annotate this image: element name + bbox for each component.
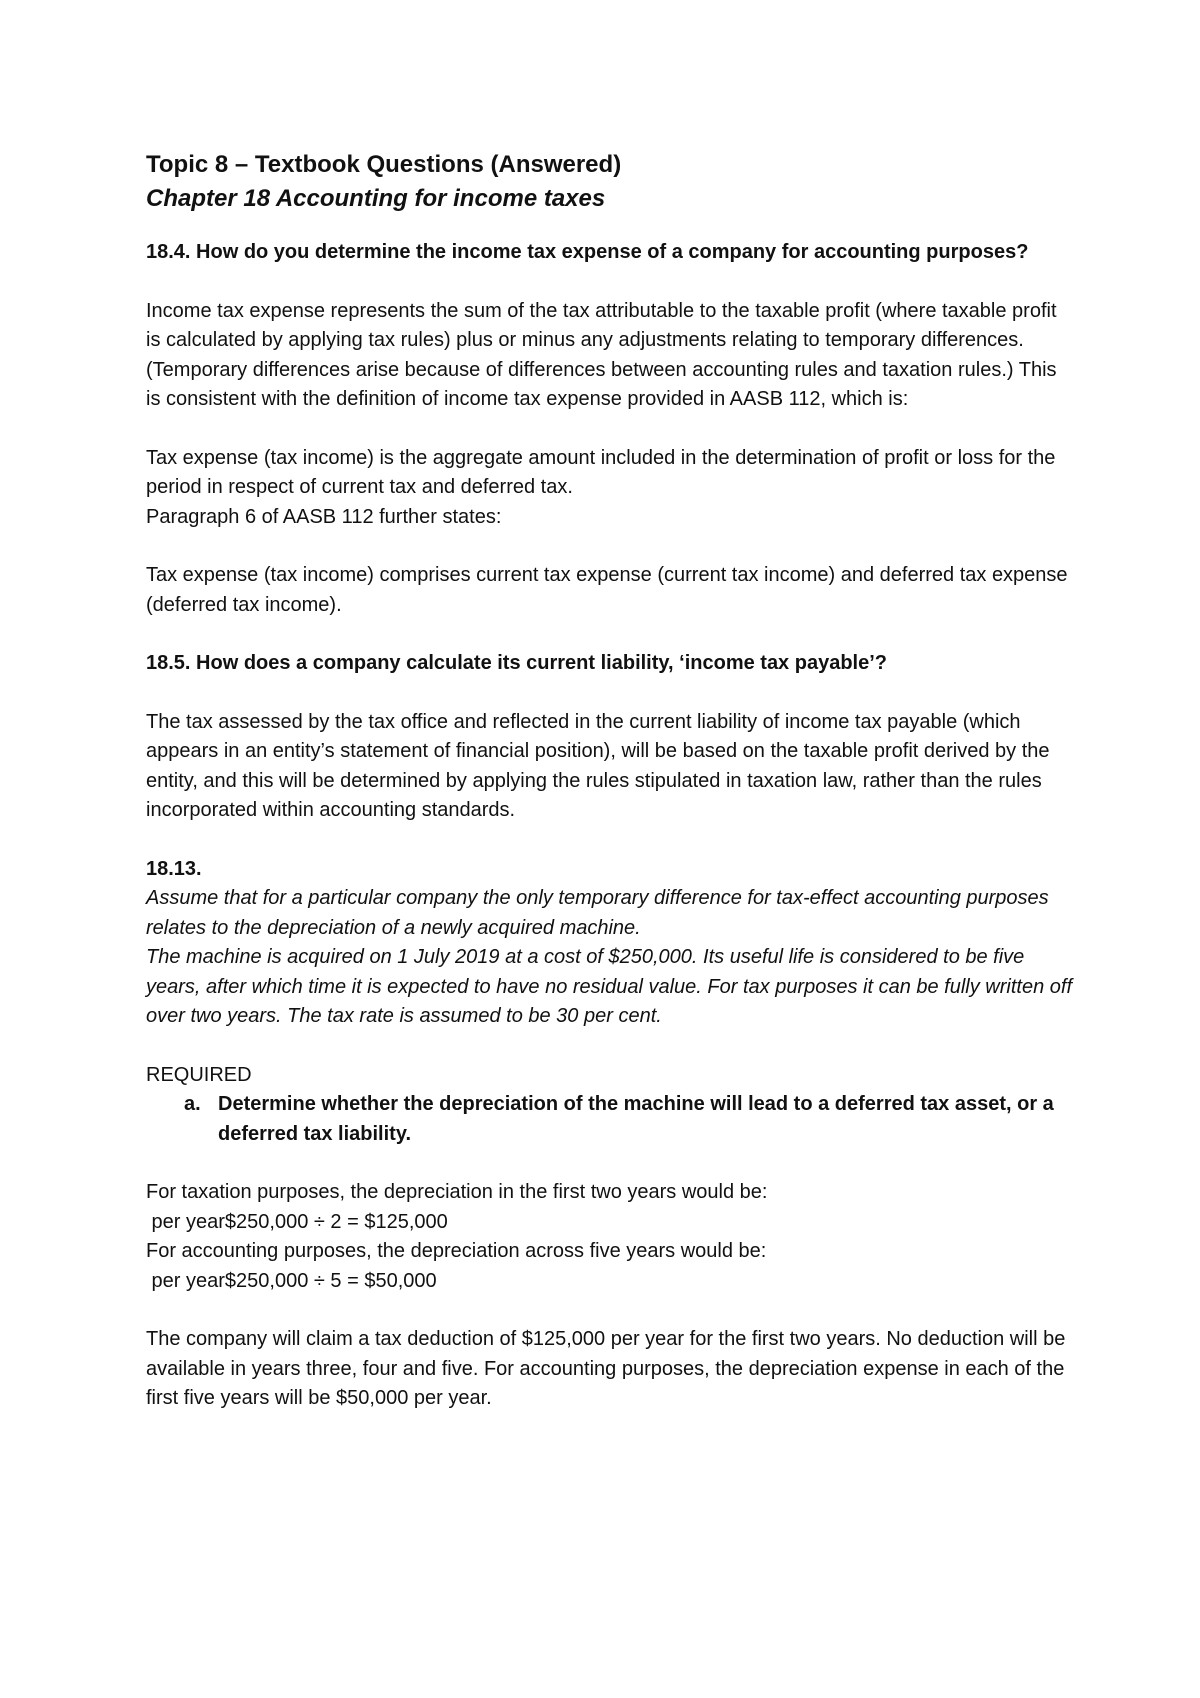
answer-18-4-paragraph-3: Tax expense (tax income) comprises current tax expense (current tax income) and deferred tax expense (deferred tax income). [146,564,1068,616]
answer-18-4-paragraph-1: Income tax expense represents the sum of the tax attributable to the taxable profit (where taxable profit is calculated by applying tax rules) plus or minus any adjustments relating to temporary differences. (Temporary differences arise because of differences between accounting rules and taxation rules.) This is consistent with the definition of income tax expense provided in AASB 112, which is: [146,299,1057,410]
page-subtitle: Chapter 18 Accounting for income taxes [146,185,606,212]
required-item-a [146,1090,1076,1149]
question-18-13-scenario-2: The machine is acquired on 1 July 2019 at a cost of $250,000. Its useful life is considered to be five years, after which time it is expected to have no residual value. For tax purposes it can be fully written off over two years. The tax rate is assumed to be 30 per cent. [146,946,1073,1027]
question-18-4 [146,238,1076,620]
answer-18-4-paragraph-ref: Paragraph 6 of AASB 112 further states: [146,505,502,528]
calc-tax-intro: For taxation purposes, the depreciation in the first two years would be: [146,1181,768,1203]
question-18-5 [146,649,1076,826]
required-item-marker: a. [184,1093,201,1115]
question-18-13-scenario-1: Assume that for a particular company the only temporary difference for tax-effect accounting purposes relates to the depreciation of a newly acquired machine. [146,887,1049,939]
calc-tax-value: per year$250,000 ÷ 2 = $125,000 [146,1210,448,1233]
required-list [146,1090,1076,1149]
document-body [146,148,1076,1414]
question-18-5-heading: 18.5. How does a company calculate its current liability, ‘income tax payable’? [146,652,887,674]
calc-accounting-value: per year$250,000 ÷ 5 = $50,000 [146,1269,437,1292]
conclusion-paragraph: The company will claim a tax deduction of $125,000 per year for the first two years. No deduction will be available in years three, four and five. For accounting purposes, the depreciation expense in each of the first five years will be $50,000 per year. [146,1328,1066,1409]
page-title: Topic 8 – Textbook Questions (Answered) [146,151,622,178]
answer-18-5-paragraph: The tax assessed by the tax office and reflected in the current liability of income tax payable (which appears in an entity’s statement of financial position), will be based on the taxable profit derived by the entity, and this will be determined by applying the rules stipulated in taxation law, rather than the rules incorporated within accounting standards. [146,710,1050,821]
calc-accounting-intro: For accounting purposes, the depreciation across five years would be: [146,1240,767,1262]
question-18-4-heading: 18.4. How do you determine the income tax expense of a company for accounting purposes? [146,241,1029,263]
question-18-13 [146,855,1076,1414]
question-18-13-number: 18.13. [146,857,202,880]
answer-18-4-definition: Tax expense (tax income) is the aggregate amount included in the determination of profit or loss for the period in respect of current tax and deferred tax. [146,446,1056,498]
required-label: REQUIRED [146,1063,252,1086]
required-item-text: Determine whether the depreciation of the machine will lead to a deferred tax asset, or a deferred tax liability. [218,1093,1054,1145]
